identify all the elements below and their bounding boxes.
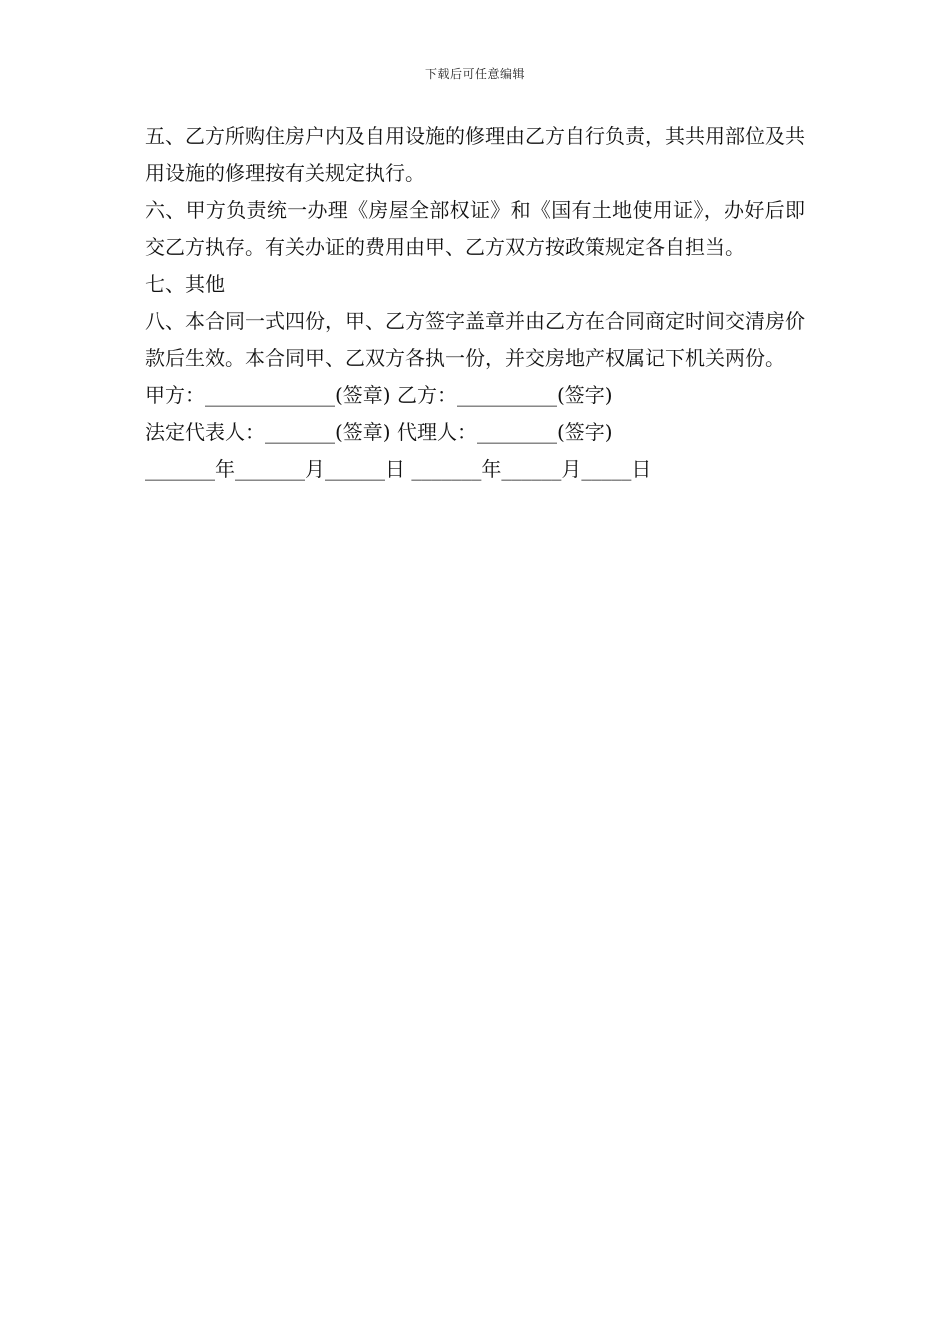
document-body <box>145 118 805 488</box>
signature-date-line: _______年_______月______日 _______年______月_____日 <box>145 457 652 481</box>
clause-8: 八、本合同一式四份，甲、乙方签字盖章并由乙方在合同商定时间交清房价款后生效。本合同甲、乙双方各执一份，并交房地产权属记下机关两份。 <box>145 309 805 370</box>
page-header: 下载后可任意编辑 <box>424 67 525 81</box>
clause-7: 七、其他 <box>145 272 225 296</box>
clause-6: 六、甲方负责统一办理《房屋全部权证》和《国有土地使用证》，办好后即交乙方执存。有关办证的费用由甲、乙方双方按政策规定各自担当。 <box>145 198 805 259</box>
clause-5: 五、乙方所购住房户内及自用设施的修理由乙方自行负责，其共用部位及共用设施的修理按有关规定执行。 <box>145 124 805 185</box>
signature-party-line: 甲方：_____________(签章) 乙方：__________(签字) <box>145 383 613 407</box>
signature-representative-line: 法定代表人：_______(签章) 代理人：________(签字) <box>145 420 613 444</box>
